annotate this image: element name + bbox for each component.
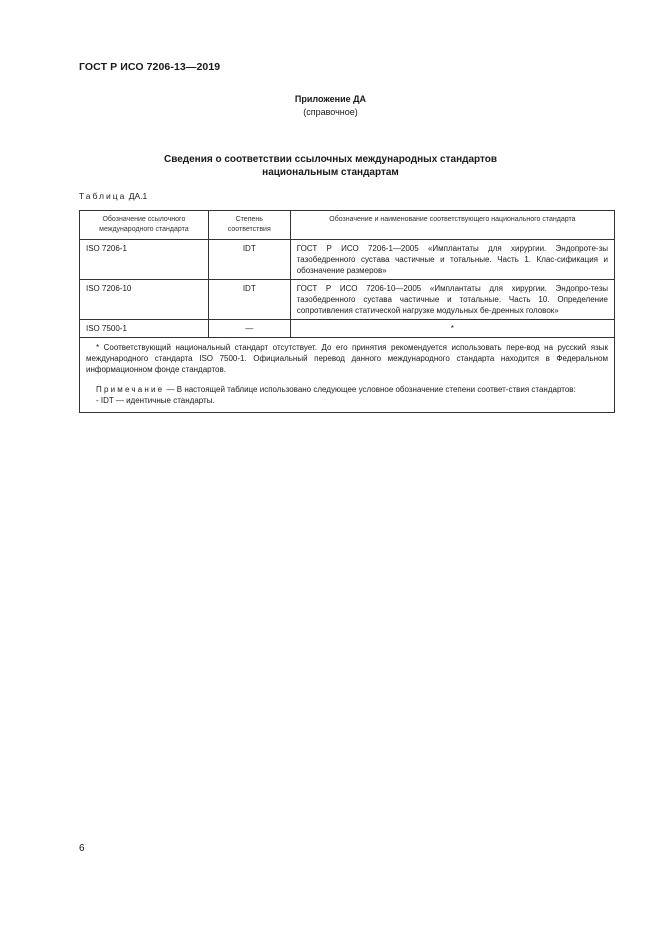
footnote-text: * Соответствующий национальный стандарт отсутствует. До его принятия рекомендуется использовать пере-вод на русский язык международного стандарта ISO 7500-1. Официальный перевод данного международного стандарта находится в Федеральном информационном фонде стандартов. <box>86 343 608 374</box>
section-title-line-2: национальным стандартам <box>262 167 399 178</box>
appendix-subtitle: (справочное) <box>303 107 358 117</box>
table-footnote-row <box>80 338 615 413</box>
table-row <box>80 240 615 280</box>
cell-reference: ISO 7500-1 <box>80 320 209 338</box>
cell-national: ГОСТ Р ИСО 7206-1—2005 «Имплантаты для хирургии. Эндопроте-зы тазобедренного сустава частичные и тотальные. Часть 1. Клас-сификация и обозначение размеров» <box>290 240 614 280</box>
header-national-standard: Обозначение и наименование соответствующего национального стандарта <box>290 211 614 240</box>
cell-national: * <box>290 320 614 338</box>
table-row <box>80 280 615 320</box>
cell-degree: IDT <box>208 240 290 280</box>
header-degree: Степень соответствия <box>208 211 290 240</box>
correspondence-table <box>79 210 615 413</box>
cell-national: ГОСТ Р ИСО 7206-10—2005 «Имплантаты для хирургии. Эндопро-тезы тазобедренного сустава частичные и тотальные. Часть 10. Определение сопротивления статической нагрузке модульных бе-дренных головок» <box>290 280 614 320</box>
table-row <box>80 320 615 338</box>
section-title-line-1: Сведения о соответствии ссылочных международных стандартов <box>163 154 498 165</box>
page-number: 6 <box>79 843 85 854</box>
section-title <box>0 153 661 179</box>
cell-degree: IDT <box>208 280 290 320</box>
table-label-word: Таблица <box>79 191 127 201</box>
document-designation: ГОСТ Р ИСО 7206-13—2019 <box>79 61 221 73</box>
footnote-cell <box>80 338 615 413</box>
note-label: Примечание <box>96 385 165 394</box>
table-header-row <box>80 211 615 240</box>
appendix-heading <box>0 93 661 119</box>
table-label-number: ДА.1 <box>128 191 148 201</box>
note-text: — В настоящей таблице использовано следующее условное обозначение степени соответ-ствия стандартов: <box>164 385 576 394</box>
appendix-title: Приложение ДА <box>294 94 367 104</box>
note-paragraph <box>86 384 608 395</box>
table-label <box>79 191 147 201</box>
header-reference-standard: Обозначение ссылочного международного стандарта <box>80 211 209 240</box>
note-item: - IDT — идентичные стандарты. <box>96 396 215 405</box>
cell-reference: ISO 7206-10 <box>80 280 209 320</box>
cell-reference: ISO 7206-1 <box>80 240 209 280</box>
cell-degree: — <box>208 320 290 338</box>
